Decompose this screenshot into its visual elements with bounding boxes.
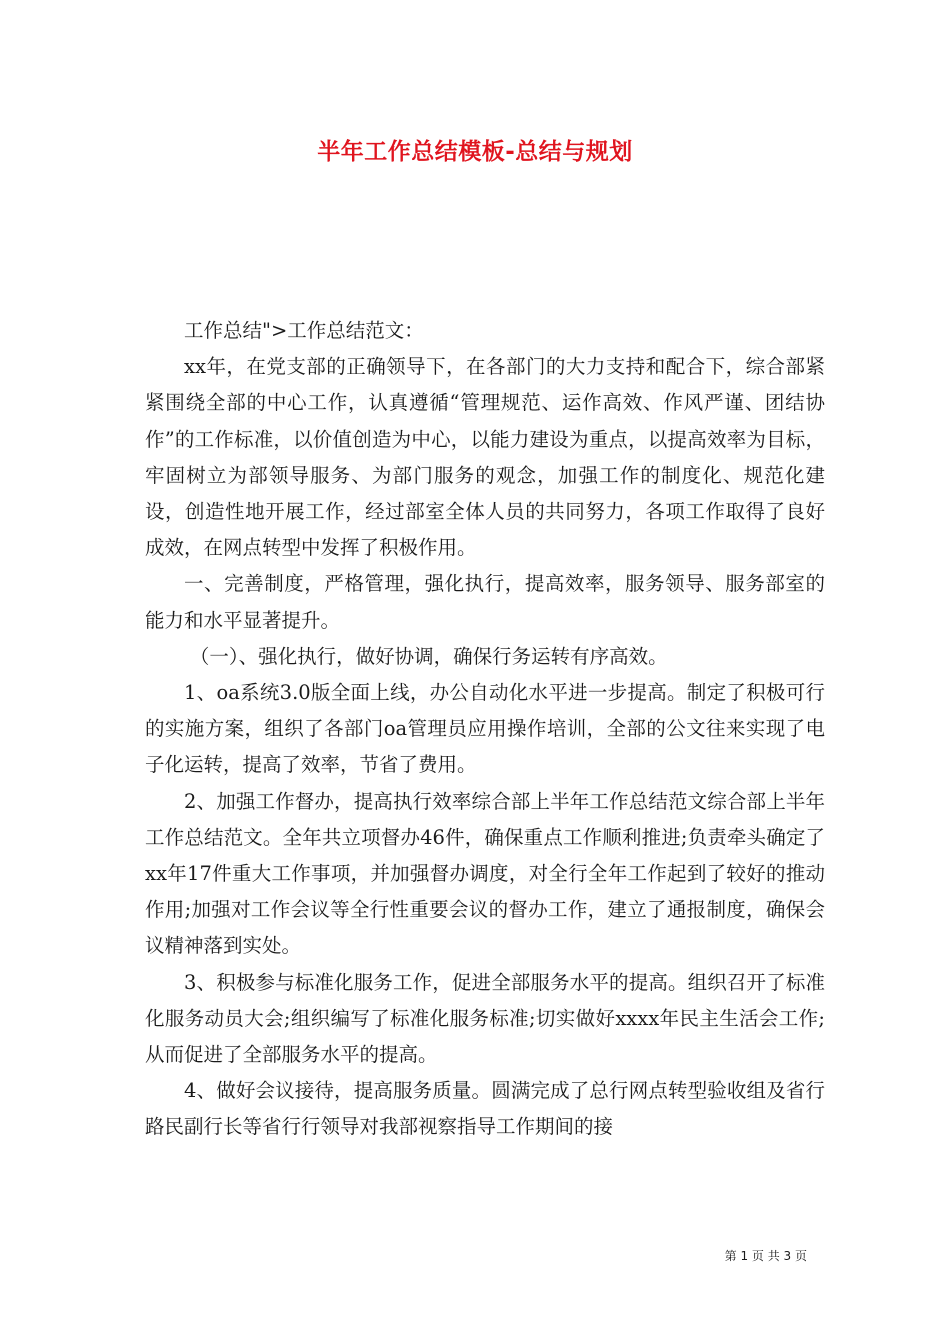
document-body bbox=[145, 313, 825, 1146]
page-number: 第 1 页 共 3 页 bbox=[724, 1249, 807, 1263]
paragraph: 4、做好会议接待，提高服务质量。圆满完成了总行网点转型验收组及省行路民副行长等省行行领导对我部视察指导工作期间的接 bbox=[145, 1079, 825, 1139]
paragraph: 3、积极参与标准化服务工作，促进全部服务水平的提高。组织召开了标准化服务动员大会;组织编写了标准化服务标准;切实做好xxxx年民主生活会工作;从而促进了全部服务水平的提高。 bbox=[145, 970, 825, 1067]
paragraph: （一）、强化执行，做好协调，确保行务运转有序高效。 bbox=[189, 644, 668, 668]
paragraph: 1、oa系统3.0版全面上线，办公自动化水平进一步提高。制定了积极可行的实施方案，组织了各部门oa管理员应用操作培训，全部的公文往来实现了电子化运转，提高了效率，节省了费用。 bbox=[145, 681, 825, 777]
paragraph: 工作总结">工作总结范文： bbox=[184, 319, 424, 342]
paragraph: xx年，在党支部的正确领导下，在各部门的大力支持和配合下，综合部紧紧围绕全部的中心工作，认真遵循“管理规范、运作高效、作风严谨、团结协作”的工作标准，以价值创造为中心，以能力建设为重点，以提高效率为目标，牢固树立为部领导服务、为部门服务的观念，加强工作的制度化、规范化建设，创造性地开展工作，经过部室全体人员的共同努力，各项工作取得了良好成效，在网点转型中发挥了积极作用。 bbox=[145, 355, 825, 560]
document-title: 半年工作总结模板-总结与规划 bbox=[317, 139, 633, 165]
paragraph: 一、完善制度，严格管理，强化执行，提高效率，服务领导、服务部室的能力和水平显著提升。 bbox=[145, 572, 825, 632]
paragraph: 2、加强工作督办，提高执行效率综合部上半年工作总结范文综合部上半年工作总结范文。全年共立项督办46件，确保重点工作顺利推进;负责牵头确定了xx年17件重大工作事项，并加强督办调度，对全行全年工作起到了较好的推动作用;加强对工作会议等全行性重要会议的督办工作，建立了通报制度，确保会议精神落到实处。 bbox=[145, 789, 825, 958]
